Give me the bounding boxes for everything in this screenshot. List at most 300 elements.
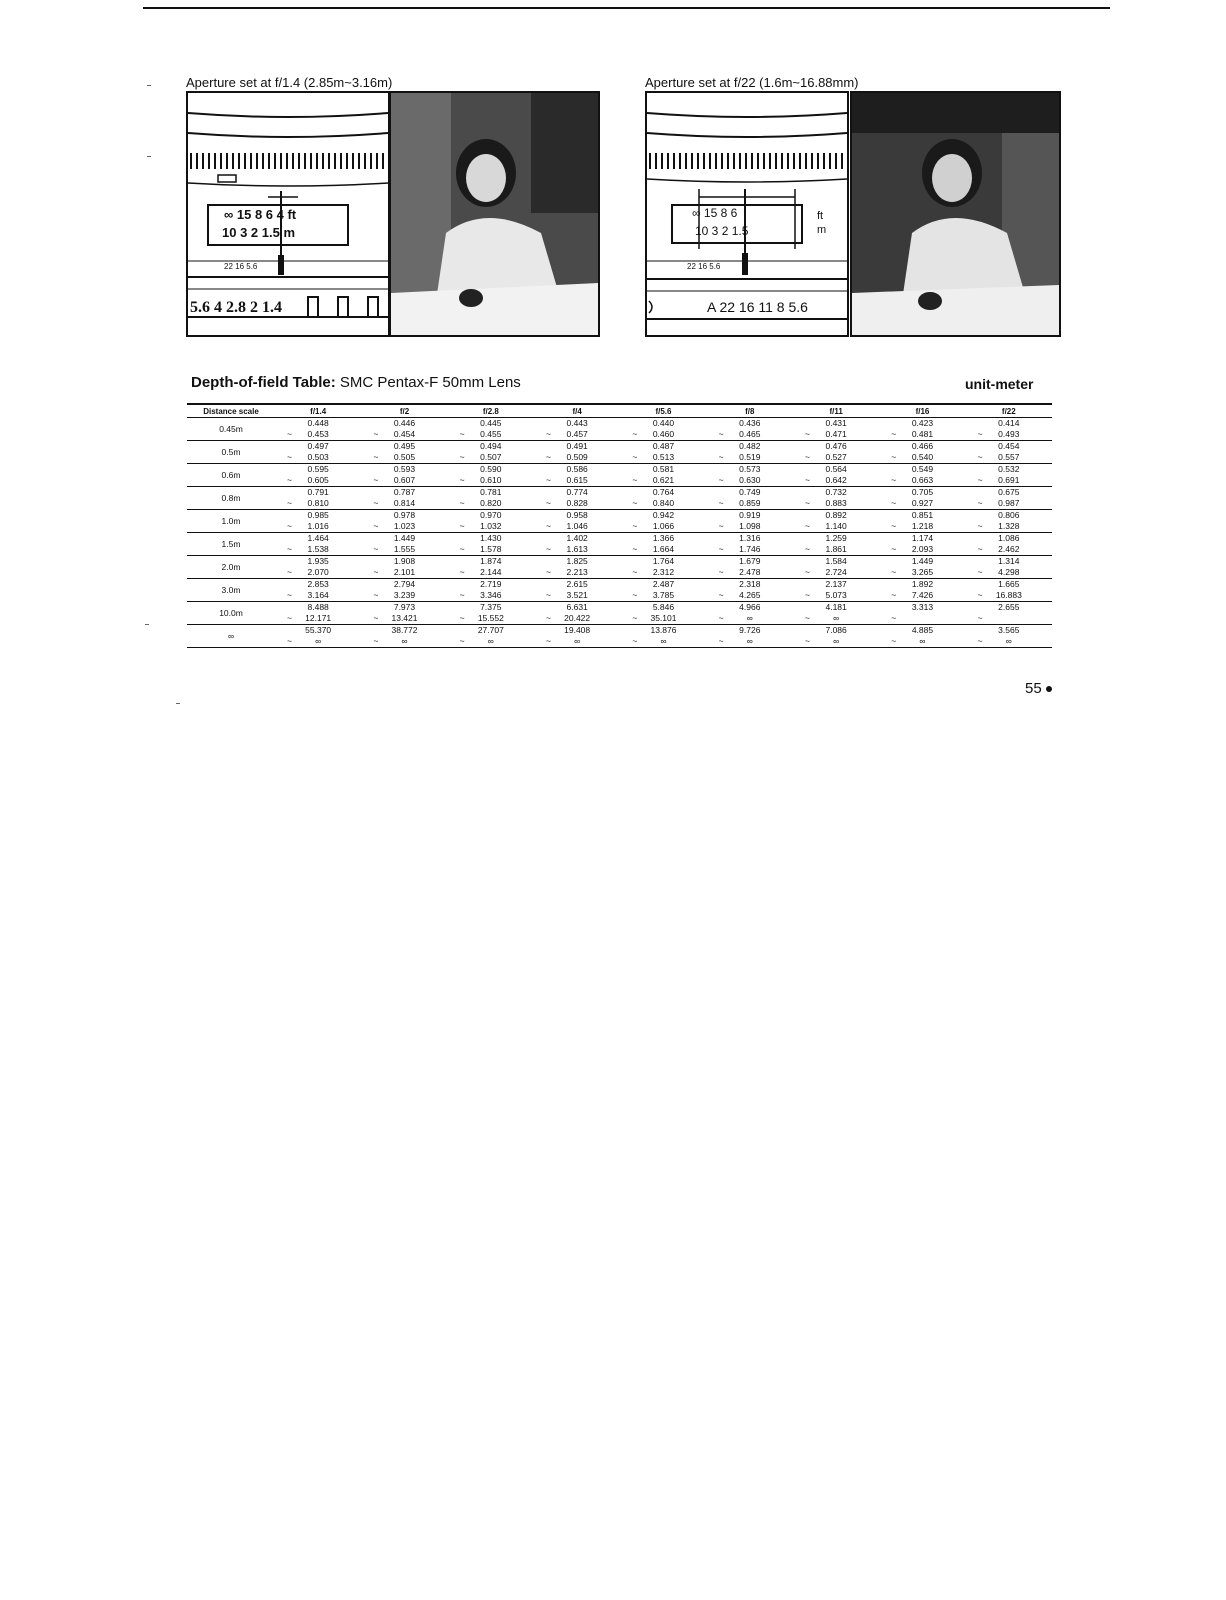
near-limit-cell [275, 556, 361, 568]
table-row-far [187, 498, 1052, 510]
near-limit-value: 3.313 [911, 602, 934, 612]
far-limit-cell [620, 567, 706, 579]
distance-cell: 0.45m [187, 418, 275, 441]
near-limit-cell [620, 487, 706, 499]
far-limit-value: 1.555 [393, 544, 416, 554]
near-limit-value: 2.137 [825, 579, 847, 589]
near-limit-value: 0.476 [825, 441, 847, 451]
near-limit-cell [707, 487, 793, 499]
far-limit-cell [879, 613, 965, 625]
far-limit-cell [448, 498, 534, 510]
near-limit-cell [534, 441, 620, 453]
near-limit-cell [275, 464, 361, 476]
tilde-sign: ~ [373, 452, 379, 462]
table-row-near [187, 579, 1052, 591]
far-limit-cell [534, 452, 620, 464]
near-limit-value: 0.978 [393, 510, 416, 520]
aperture-ring-text: 5.6 4 2.8 2 1.4 [190, 299, 282, 316]
near-limit-value: 0.443 [566, 418, 588, 428]
far-limit-value: 0.505 [393, 452, 416, 462]
near-limit-cell [361, 510, 447, 522]
near-limit-value: 0.970 [480, 510, 502, 520]
far-limit-cell [275, 498, 361, 510]
tilde-sign: ~ [718, 498, 724, 508]
near-limit-cell [275, 625, 361, 637]
near-limit-value: 1.430 [480, 533, 502, 543]
distance-cell: 1.0m [187, 510, 275, 533]
near-limit-value: 0.985 [307, 510, 329, 520]
figure-2-caption: Aperture set at f/22 (1.6m~16.88mm) [645, 75, 859, 90]
tilde-sign: ~ [287, 475, 292, 485]
near-limit-cell [534, 579, 620, 591]
near-limit-cell [966, 464, 1052, 476]
near-limit-value: 0.791 [307, 487, 329, 497]
tilde-sign: ~ [977, 544, 983, 554]
near-limit-value: 0.595 [307, 464, 329, 474]
table-unit: unit-meter [965, 376, 1034, 392]
near-limit-value: 2.719 [480, 579, 502, 589]
far-limit-value: 7.426 [911, 590, 934, 600]
tilde-sign: ~ [718, 636, 724, 646]
table-row-far [187, 521, 1052, 533]
tilde-sign: ~ [632, 452, 638, 462]
table-row-far [187, 590, 1052, 602]
far-limit-cell [707, 613, 793, 625]
far-limit-value: 0.503 [307, 452, 329, 462]
table-row-near [187, 533, 1052, 545]
tilde-sign: ~ [287, 429, 292, 439]
tilde-sign: ~ [287, 567, 292, 577]
far-limit-cell [448, 475, 534, 487]
far-limit-value: 0.471 [825, 429, 847, 439]
near-limit-cell [879, 441, 965, 453]
depth-of-field-table [187, 403, 1052, 648]
portrait-photo-1 [389, 91, 600, 337]
near-limit-value: 7.086 [825, 625, 847, 635]
near-limit-value: 1.935 [307, 556, 329, 566]
tilde-sign: ~ [804, 567, 810, 577]
ft-scale-text: ∞ 15 8 6 [692, 206, 738, 220]
far-limit-cell [879, 590, 965, 602]
tilde-sign: ~ [545, 452, 551, 462]
near-limit-value: 1.825 [566, 556, 588, 566]
tilde-sign: ~ [977, 498, 983, 508]
far-limit-value: ∞ [401, 636, 408, 646]
near-limit-cell [707, 510, 793, 522]
near-limit-value: 1.449 [393, 533, 416, 543]
near-limit-cell [361, 464, 447, 476]
tilde-sign: ~ [977, 429, 983, 439]
far-limit-cell [448, 521, 534, 533]
near-limit-value: 0.581 [652, 464, 675, 474]
tilde-sign: ~ [459, 636, 465, 646]
tilde-sign: ~ [459, 521, 465, 531]
far-limit-cell [448, 613, 534, 625]
tilde-sign: ~ [977, 567, 983, 577]
near-limit-cell [361, 487, 447, 499]
tilde-sign: ~ [545, 636, 551, 646]
header-f11: f/11 [793, 404, 879, 418]
far-limit-value: 1.218 [911, 521, 934, 531]
far-limit-value: 0.507 [480, 452, 502, 462]
near-limit-value: 0.466 [911, 441, 934, 451]
far-limit-cell [793, 452, 879, 464]
tilde-sign: ~ [718, 567, 724, 577]
table-row-far [187, 636, 1052, 648]
near-limit-cell [966, 556, 1052, 568]
far-limit-value: ∞ [487, 636, 494, 646]
far-limit-cell [534, 590, 620, 602]
header-f4: f/4 [534, 404, 620, 418]
near-limit-cell [534, 556, 620, 568]
far-limit-cell [534, 498, 620, 510]
near-limit-cell [879, 510, 965, 522]
far-limit-value: 1.066 [652, 521, 675, 531]
tilde-sign: ~ [804, 544, 810, 554]
far-limit-value: ∞ [746, 636, 753, 646]
near-limit-cell [879, 556, 965, 568]
unit-ft-text: ft [817, 210, 824, 222]
tilde-sign: ~ [632, 613, 638, 623]
far-limit-cell [361, 590, 447, 602]
near-limit-value: 3.565 [998, 625, 1020, 635]
far-limit-cell [793, 475, 879, 487]
far-limit-value: 1.016 [307, 521, 329, 531]
far-limit-cell [707, 590, 793, 602]
page-number [1025, 680, 1052, 697]
far-limit-value: 20.422 [564, 613, 591, 623]
distance-cell: 3.0m [187, 579, 275, 602]
near-limit-cell [620, 464, 706, 476]
near-limit-cell [879, 418, 965, 430]
near-limit-value: 0.806 [998, 510, 1020, 520]
near-limit-value: 0.593 [393, 464, 416, 474]
near-limit-cell [534, 533, 620, 545]
far-limit-cell [793, 429, 879, 441]
far-limit-value: 1.098 [739, 521, 761, 531]
far-limit-value: 0.454 [393, 429, 416, 439]
far-limit-value: 0.460 [652, 429, 675, 439]
near-limit-value: 0.448 [307, 418, 329, 428]
far-limit-value: 0.814 [393, 498, 416, 508]
far-limit-value: 3.346 [480, 590, 502, 600]
tilde-sign: ~ [459, 590, 465, 600]
far-limit-cell [966, 544, 1052, 556]
tilde-sign: ~ [287, 521, 292, 531]
far-limit-cell [879, 567, 965, 579]
far-limit-cell [879, 498, 965, 510]
near-limit-value: 0.497 [307, 441, 329, 451]
far-limit-cell [448, 590, 534, 602]
far-limit-cell [361, 429, 447, 441]
near-limit-cell [361, 579, 447, 591]
tilde-sign: ~ [373, 521, 379, 531]
table-row-near [187, 487, 1052, 499]
far-limit-cell [275, 567, 361, 579]
far-limit-value: 1.746 [739, 544, 761, 554]
far-limit-cell [966, 429, 1052, 441]
near-limit-value: 7.375 [480, 602, 502, 612]
near-limit-cell [966, 510, 1052, 522]
near-limit-value: 0.675 [998, 487, 1020, 497]
table-header-row [187, 404, 1052, 418]
near-limit-cell [793, 556, 879, 568]
tilde-sign: ~ [287, 613, 292, 623]
far-limit-cell [620, 429, 706, 441]
far-limit-cell [534, 544, 620, 556]
far-limit-cell [793, 567, 879, 579]
near-limit-value: 0.445 [480, 418, 502, 428]
near-limit-value: 1.086 [998, 533, 1020, 543]
distance-cell: 0.6m [187, 464, 275, 487]
tilde-sign: ~ [459, 498, 465, 508]
tilde-sign: ~ [891, 636, 897, 646]
far-limit-value: 2.070 [307, 567, 329, 577]
far-limit-value: 0.883 [825, 498, 847, 508]
far-limit-cell [793, 544, 879, 556]
far-limit-cell [620, 521, 706, 533]
far-limit-value: 0.493 [998, 429, 1020, 439]
far-limit-cell [361, 521, 447, 533]
tilde-sign: ~ [718, 521, 724, 531]
far-limit-value: 15.552 [477, 613, 504, 623]
near-limit-cell [793, 487, 879, 499]
far-limit-value: 0.509 [566, 452, 588, 462]
table-body [187, 418, 1052, 648]
tilde-sign: ~ [632, 636, 638, 646]
near-limit-value: 19.408 [564, 625, 591, 635]
far-limit-cell [620, 636, 706, 648]
far-limit-cell [361, 567, 447, 579]
tilde-sign: ~ [804, 452, 810, 462]
near-limit-cell [448, 556, 534, 568]
near-limit-value: 13.876 [650, 625, 677, 635]
far-limit-value: 0.465 [739, 429, 761, 439]
near-limit-cell [879, 464, 965, 476]
tilde-sign: ~ [459, 613, 465, 623]
m-scale-text: 10 3 2 1.5 [695, 224, 749, 238]
far-limit-cell [361, 498, 447, 510]
far-limit-cell [620, 498, 706, 510]
far-limit-value: 0.610 [480, 475, 502, 485]
tilde-sign: ~ [287, 544, 292, 554]
far-limit-cell [275, 475, 361, 487]
near-limit-cell [361, 625, 447, 637]
far-limit-cell [448, 429, 534, 441]
far-limit-cell [966, 521, 1052, 533]
near-limit-cell [361, 602, 447, 614]
near-limit-value: 0.446 [393, 418, 416, 428]
far-limit-cell [879, 475, 965, 487]
far-limit-cell [879, 521, 965, 533]
near-limit-cell [966, 487, 1052, 499]
near-limit-cell [793, 464, 879, 476]
near-limit-cell [620, 510, 706, 522]
near-limit-value: 0.774 [566, 487, 588, 497]
unit-m-text: m [817, 224, 827, 236]
far-limit-cell [793, 636, 879, 648]
near-limit-cell [448, 487, 534, 499]
near-limit-value: 0.958 [566, 510, 588, 520]
far-limit-cell [793, 613, 879, 625]
distance-cell: ∞ [187, 625, 275, 648]
near-limit-cell [448, 464, 534, 476]
tilde-sign: ~ [459, 544, 465, 554]
near-limit-cell [707, 579, 793, 591]
far-limit-cell [448, 452, 534, 464]
far-limit-value: ∞ [660, 636, 667, 646]
far-limit-cell [793, 521, 879, 533]
tilde-sign: ~ [287, 452, 292, 462]
table-row-near [187, 625, 1052, 637]
far-limit-value: 12.171 [305, 613, 332, 623]
far-limit-value: 2.724 [825, 567, 847, 577]
near-limit-cell [275, 487, 361, 499]
far-limit-cell [966, 567, 1052, 579]
near-limit-cell [793, 602, 879, 614]
tilde-sign: ~ [373, 544, 379, 554]
tilde-sign: ~ [373, 498, 379, 508]
far-limit-value: 0.691 [998, 475, 1020, 485]
far-limit-value: 5.073 [825, 590, 847, 600]
near-limit-cell [448, 625, 534, 637]
distance-cell: 0.8m [187, 487, 275, 510]
near-limit-value: 7.973 [393, 602, 416, 612]
near-limit-value: 4.966 [739, 602, 761, 612]
near-limit-cell [707, 464, 793, 476]
table-row-near [187, 418, 1052, 430]
far-limit-cell [534, 521, 620, 533]
tilde-sign: ~ [891, 452, 897, 462]
table-row-near [187, 441, 1052, 453]
table-row-far [187, 567, 1052, 579]
near-limit-cell [793, 533, 879, 545]
near-limit-cell [275, 441, 361, 453]
near-limit-cell [966, 533, 1052, 545]
near-limit-value: 1.464 [307, 533, 329, 543]
near-limit-cell [448, 418, 534, 430]
tilde-sign: ~ [804, 498, 810, 508]
near-limit-cell [879, 579, 965, 591]
far-limit-value: 16.883 [995, 590, 1022, 600]
far-limit-value: 3.785 [652, 590, 675, 600]
far-limit-value: 1.613 [566, 544, 588, 554]
near-limit-value: 1.892 [911, 579, 934, 589]
tilde-sign: ~ [373, 636, 379, 646]
figure-1 [186, 91, 600, 337]
page-number-text: 55 [1025, 680, 1042, 697]
header-f2-8: f/2.8 [448, 404, 534, 418]
far-limit-value: 1.140 [825, 521, 847, 531]
near-limit-value: 0.781 [480, 487, 502, 497]
near-limit-cell [620, 533, 706, 545]
far-limit-cell [275, 613, 361, 625]
far-limit-value: ∞ [574, 636, 581, 646]
near-limit-value: 1.174 [911, 533, 934, 543]
lens-scale-illustration-1 [186, 91, 390, 337]
far-limit-value: 3.265 [911, 567, 934, 577]
near-limit-cell [966, 441, 1052, 453]
near-limit-value: 0.491 [566, 441, 588, 451]
tilde-sign: ~ [632, 521, 638, 531]
near-limit-value: 1.366 [652, 533, 675, 543]
near-limit-value: 27.707 [477, 625, 504, 635]
near-limit-value: 0.482 [739, 441, 761, 451]
near-limit-value: 55.370 [305, 625, 332, 635]
far-limit-value: 3.239 [393, 590, 416, 600]
near-limit-cell [361, 441, 447, 453]
near-limit-cell [879, 602, 965, 614]
distance-cell: 0.5m [187, 441, 275, 464]
tilde-sign: ~ [545, 567, 551, 577]
near-limit-cell [275, 602, 361, 614]
far-limit-cell [707, 567, 793, 579]
top-rule [143, 7, 1110, 9]
far-limit-value: 1.032 [480, 521, 502, 531]
near-limit-value: 2.318 [739, 579, 761, 589]
far-limit-cell [707, 498, 793, 510]
near-limit-value: 2.794 [393, 579, 416, 589]
near-limit-cell [275, 579, 361, 591]
far-limit-cell [966, 613, 1052, 625]
far-limit-value: 1.578 [480, 544, 502, 554]
margin-mark [147, 85, 151, 86]
far-limit-value: 0.557 [998, 452, 1020, 462]
near-limit-cell [361, 418, 447, 430]
far-limit-value: 2.312 [652, 567, 675, 577]
far-limit-value: ∞ [1005, 636, 1012, 646]
table-row-near [187, 510, 1052, 522]
tilde-sign: ~ [804, 521, 810, 531]
near-limit-value: 8.488 [307, 602, 329, 612]
near-limit-value: 1.665 [998, 579, 1020, 589]
near-limit-value: 1.764 [652, 556, 675, 566]
near-limit-value: 1.259 [825, 533, 847, 543]
portrait-photo-2 [850, 91, 1061, 337]
tilde-sign: ~ [977, 521, 983, 531]
far-limit-cell [793, 498, 879, 510]
far-limit-value: 4.265 [739, 590, 761, 600]
table-row-near [187, 556, 1052, 568]
far-limit-cell [966, 636, 1052, 648]
near-limit-value: 1.584 [825, 556, 847, 566]
tilde-sign: ~ [459, 429, 465, 439]
tilde-sign: ~ [632, 429, 638, 439]
far-limit-value: 0.840 [652, 498, 675, 508]
far-limit-cell [707, 521, 793, 533]
near-limit-value: 6.631 [566, 602, 588, 612]
tilde-sign: ~ [891, 567, 897, 577]
tilde-sign: ~ [718, 429, 724, 439]
far-limit-cell [275, 544, 361, 556]
far-limit-cell [534, 475, 620, 487]
near-limit-cell [707, 556, 793, 568]
near-limit-value: 2.655 [998, 602, 1020, 612]
far-limit-value: 0.630 [739, 475, 761, 485]
tilde-sign: ~ [977, 636, 983, 646]
tilde-sign: ~ [373, 475, 379, 485]
tilde-sign: ~ [891, 544, 897, 554]
near-limit-value: 1.449 [911, 556, 934, 566]
tilde-sign: ~ [632, 590, 638, 600]
near-limit-cell [793, 441, 879, 453]
table-row-near [187, 464, 1052, 476]
tilde-sign: ~ [545, 429, 551, 439]
near-limit-cell [534, 602, 620, 614]
near-limit-value: 38.772 [391, 625, 418, 635]
near-limit-cell [448, 510, 534, 522]
near-limit-cell [966, 602, 1052, 614]
